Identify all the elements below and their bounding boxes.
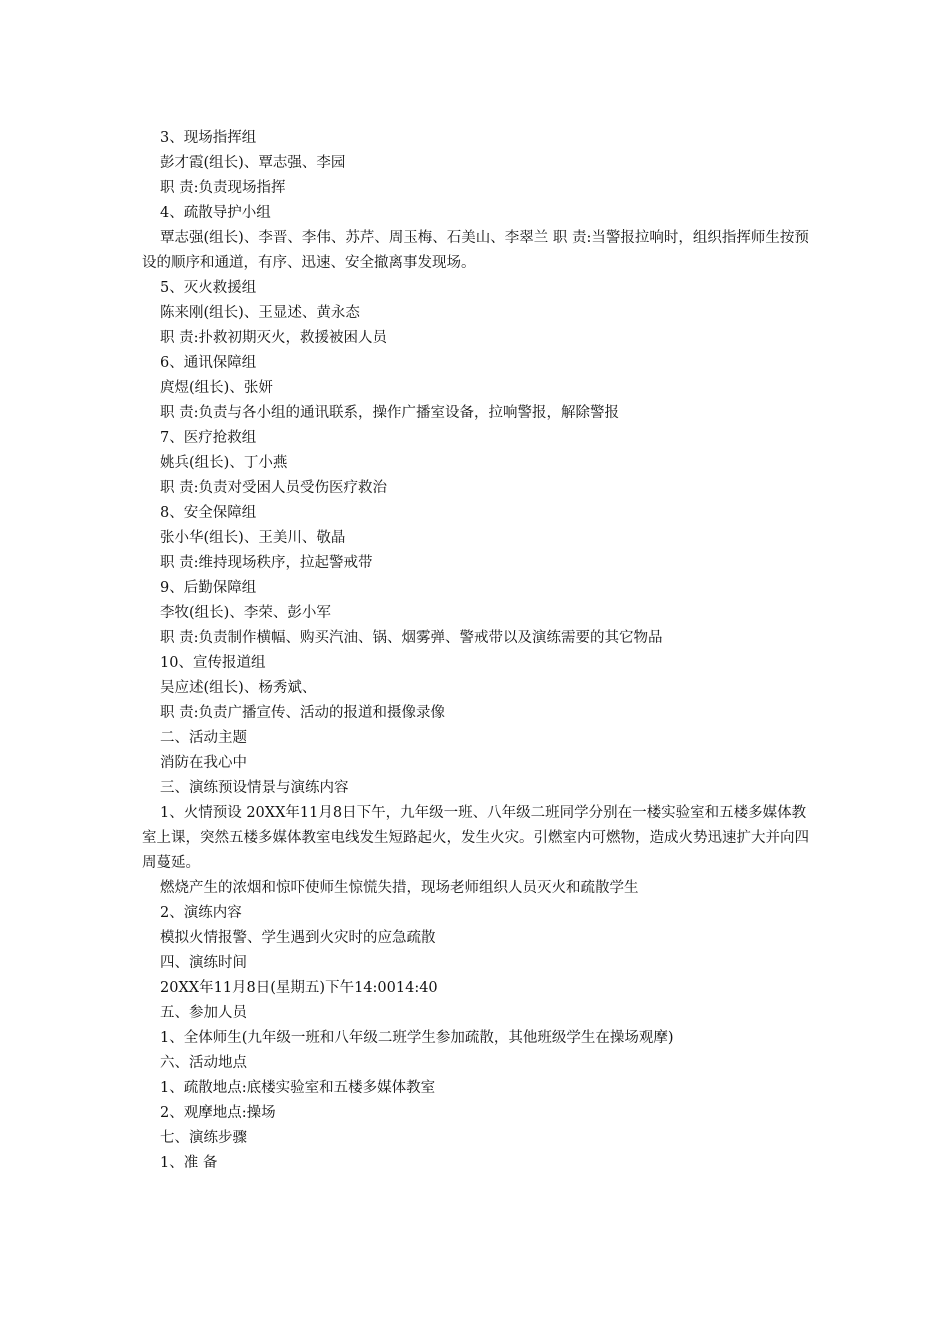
participants-text: 1、全体师生(九年级一班和八年级二班学生参加疏散，其他班级学生在操场观摩) [160, 1030, 674, 1046]
scenario-paragraph: 1、火情预设 20XX年11月8日下午，九年级一班、八年级二班同学分别在一楼实验室和五楼多媒体教室上课，突然五楼多媒体教室电线发生短路起火，发生火灾。引燃室内可燃物，造成火势迅速扩大并向四周蔓延。 [142, 805, 809, 871]
duty-line: 职 责:维持现场秩序，拉起警戒带 [160, 555, 373, 571]
heading-line: 9、后勤保障组 [160, 580, 257, 596]
members-line: 陈来刚(组长)、王显述、黄永态 [160, 305, 360, 321]
duty-line: 职 责:负责广播宣传、活动的报道和摄像录像 [160, 705, 445, 721]
section-heading: 七、演练步骤 [160, 1130, 247, 1146]
duty-line: 职 责:负责现场指挥 [160, 180, 286, 196]
document-body [142, 126, 812, 1176]
heading-line: 5、灭火救援组 [160, 280, 257, 296]
section-heading: 五、参加人员 [160, 1005, 247, 1021]
step-text: 1、准 备 [160, 1155, 218, 1171]
heading-line: 2、演练内容 [160, 905, 242, 921]
section-heading: 二、活动主题 [160, 730, 247, 746]
section-heading: 四、演练时间 [160, 955, 247, 971]
duty-line: 职 责:负责制作横幅、购买汽油、锅、烟雾弹、警戒带以及演练需要的其它物品 [160, 630, 663, 646]
duty-line: 职 责:扑救初期灭火，救援被困人员 [160, 330, 387, 346]
scenario-paragraph: 燃烧产生的浓烟和惊吓使师生惊慌失措，现场老师组织人员灭火和疏散学生 [160, 880, 639, 896]
location-text: 1、疏散地点:底楼实验室和五楼多媒体教室 [160, 1080, 436, 1096]
members-duty-paragraph: 覃志强(组长)、李晋、李伟、苏芹、周玉梅、石美山、李翠兰 职 责:当警报拉响时，组织指挥师生按预设的顺序和通道，有序、迅速、安全撤离事发现场。 [142, 230, 809, 271]
heading-line: 8、安全保障组 [160, 505, 257, 521]
heading-line: 3、现场指挥组 [160, 130, 257, 146]
heading-line: 7、医疗抢救组 [160, 430, 257, 446]
members-line: 张小华(组长)、王美川、敬晶 [160, 530, 346, 546]
members-line: 彭才霞(组长)、覃志强、李园 [160, 155, 346, 171]
members-line: 吴应述(组长)、杨秀斌、 [160, 680, 317, 696]
members-line: 庹煜(组长)、张妍 [160, 380, 273, 396]
heading-line: 4、疏散导护小组 [160, 205, 271, 221]
heading-line: 10、宣传报道组 [160, 655, 266, 671]
members-line: 姚兵(组长)、丁小燕 [160, 455, 288, 471]
theme-text: 消防在我心中 [160, 755, 247, 771]
location-text: 2、观摩地点:操场 [160, 1105, 276, 1121]
section-heading: 六、活动地点 [160, 1055, 247, 1071]
duty-line: 职 责:负责对受困人员受伤医疗救治 [160, 480, 387, 496]
members-line: 李牧(组长)、李荣、彭小军 [160, 605, 331, 621]
time-text: 20XX年11月8日(星期五)下午14:0014:40 [160, 980, 438, 996]
content-text: 模拟火情报警、学生遇到火灾时的应急疏散 [160, 930, 436, 946]
duty-line: 职 责:负责与各小组的通讯联系，操作广播室设备，拉响警报，解除警报 [160, 405, 619, 421]
section-heading: 三、演练预设情景与演练内容 [160, 780, 349, 796]
heading-line: 6、通讯保障组 [160, 355, 257, 371]
